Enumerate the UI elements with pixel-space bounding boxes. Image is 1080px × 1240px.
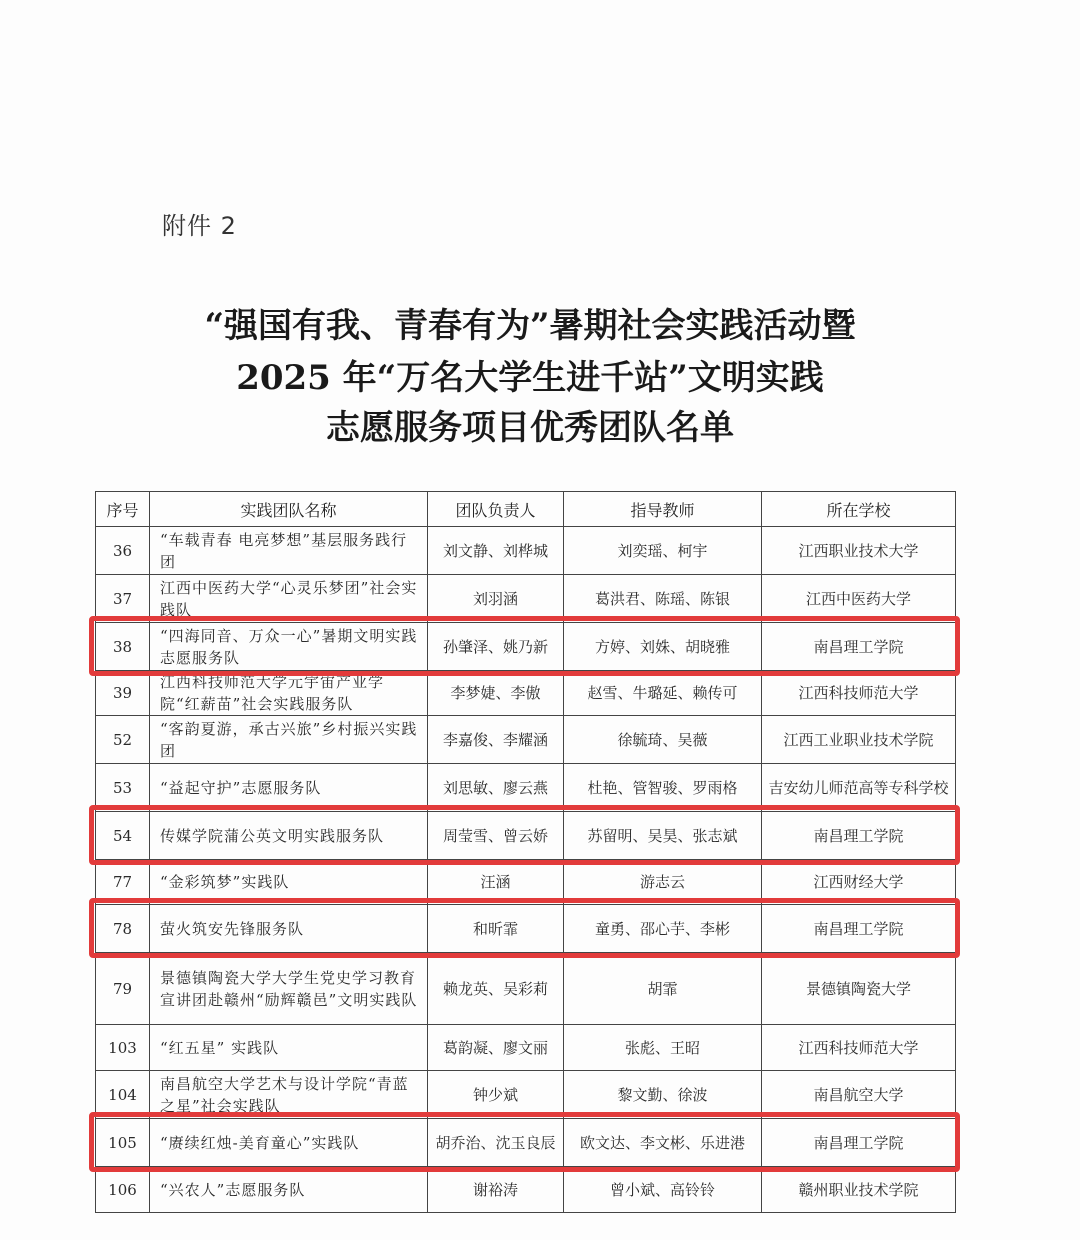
header-teacher: 指导教师 [564, 492, 762, 527]
row-no: 54 [96, 812, 150, 860]
row-school: 江西财经大学 [762, 860, 956, 905]
row-school: 江西职业技术大学 [762, 527, 956, 575]
row-teacher: 方婷、刘姝、胡晓雅 [564, 623, 762, 671]
row-teacher: 曾小斌、高铃铃 [564, 1167, 762, 1213]
row-team-name: “四海同音、万众一心”暑期文明实践志愿服务队 [150, 623, 428, 671]
row-team-name: 江西中医药大学“心灵乐梦团”社会实践队 [150, 575, 428, 623]
title-line-1: “强国有我、青春有为”暑期社会实践活动暨 [204, 306, 856, 346]
row-leader: 钟少斌 [428, 1071, 564, 1119]
row-no: 78 [96, 905, 150, 953]
row-school: 江西科技师范大学 [762, 1025, 956, 1071]
row-team-name: “益起守护”志愿服务队 [150, 764, 428, 812]
row-school: 南昌航空大学 [762, 1071, 956, 1119]
row-team-name: “赓续红烛-美育童心”实践队 [150, 1119, 428, 1167]
attachment-label: 附件 2 [162, 212, 237, 240]
row-no: 79 [96, 953, 150, 1025]
row-no: 105 [96, 1119, 150, 1167]
row-no: 38 [96, 623, 150, 671]
row-teacher: 张彪、王昭 [564, 1025, 762, 1071]
row-team-name: 南昌航空大学艺术与设计学院“青蓝之星”社会实践队 [150, 1071, 428, 1119]
row-leader: 和昕霏 [428, 905, 564, 953]
row-leader: 周莹雪、曾云娇 [428, 812, 564, 860]
row-leader: 孙肇泽、姚乃新 [428, 623, 564, 671]
row-team-name: 萤火筑安先锋服务队 [150, 905, 428, 953]
row-leader: 刘羽涵 [428, 575, 564, 623]
row-team-name: “金彩筑梦”实践队 [150, 860, 428, 905]
table-row [96, 623, 956, 671]
table-row [96, 953, 956, 1025]
table-row [96, 1071, 956, 1119]
row-teacher: 葛洪君、陈瑶、陈银 [564, 575, 762, 623]
row-school: 南昌理工学院 [762, 812, 956, 860]
row-teacher: 刘奕瑶、柯宇 [564, 527, 762, 575]
row-leader: 赖龙英、吴彩莉 [428, 953, 564, 1025]
row-school: 南昌理工学院 [762, 1119, 956, 1167]
table-row [96, 671, 956, 716]
row-leader: 李嘉俊、李耀涵 [428, 716, 564, 764]
row-team-name: “客韵夏游，承古兴旅”乡村振兴实践团 [150, 716, 428, 764]
row-leader: 刘思敏、廖云燕 [428, 764, 564, 812]
row-teacher: 游志云 [564, 860, 762, 905]
row-no: 53 [96, 764, 150, 812]
row-no: 77 [96, 860, 150, 905]
row-no: 39 [96, 671, 150, 716]
row-team-name: “红五星” 实践队 [150, 1025, 428, 1071]
table-row [96, 860, 956, 905]
row-leader: 胡乔治、沈玉良辰 [428, 1119, 564, 1167]
row-teacher: 赵雪、牛璐延、赖传可 [564, 671, 762, 716]
row-school: 江西科技师范大学 [762, 671, 956, 716]
row-teacher: 徐毓琦、吴薇 [564, 716, 762, 764]
header-school: 所在学校 [762, 492, 956, 527]
title-line-3: 志愿服务项目优秀团队名单 [326, 408, 734, 448]
row-teacher: 欧文达、李文彬、乐进港 [564, 1119, 762, 1167]
table-row [96, 1025, 956, 1071]
table-row [96, 764, 956, 812]
row-no: 36 [96, 527, 150, 575]
row-leader: 谢裕涛 [428, 1167, 564, 1213]
table-row [96, 905, 956, 953]
row-school: 南昌理工学院 [762, 905, 956, 953]
row-teacher: 童勇、邵心芋、李彬 [564, 905, 762, 953]
row-teacher: 杜艳、管智骏、罗雨格 [564, 764, 762, 812]
row-no: 104 [96, 1071, 150, 1119]
row-school: 景德镇陶瓷大学 [762, 953, 956, 1025]
row-school: 赣州职业技术学院 [762, 1167, 956, 1213]
row-leader: 李梦婕、李傲 [428, 671, 564, 716]
table-row [96, 1167, 956, 1213]
row-school: 江西中医药大学 [762, 575, 956, 623]
row-school: 南昌理工学院 [762, 623, 956, 671]
title-line-2: 2025 年“万名大学生进千站”文明实践 [236, 358, 824, 398]
team-roster-table [95, 491, 956, 1213]
row-leader: 汪涵 [428, 860, 564, 905]
row-leader: 葛韵凝、廖文丽 [428, 1025, 564, 1071]
row-teacher: 胡霏 [564, 953, 762, 1025]
table-row [96, 1119, 956, 1167]
table-row [96, 575, 956, 623]
header-team-name: 实践团队名称 [150, 492, 428, 527]
row-team-name: “车载青春 电亮梦想”基层服务践行团 [150, 527, 428, 575]
row-no: 52 [96, 716, 150, 764]
row-teacher: 黎文勤、徐波 [564, 1071, 762, 1119]
row-teacher: 苏留明、吴昊、张志斌 [564, 812, 762, 860]
table-row [96, 716, 956, 764]
table-row [96, 527, 956, 575]
row-no: 106 [96, 1167, 150, 1213]
row-school: 江西工业职业技术学院 [762, 716, 956, 764]
table-header-row [96, 492, 956, 527]
row-team-name: “兴农人”志愿服务队 [150, 1167, 428, 1213]
row-school: 吉安幼儿师范高等专科学校 [762, 764, 956, 812]
header-no: 序号 [96, 492, 150, 527]
row-no: 103 [96, 1025, 150, 1071]
header-leader: 团队负责人 [428, 492, 564, 527]
row-team-name: 景德镇陶瓷大学大学生党史学习教育宣讲团赴赣州“励辉赣邑”文明实践队 [150, 953, 428, 1025]
row-leader: 刘文静、刘桦城 [428, 527, 564, 575]
row-team-name: 传媒学院蒲公英文明实践服务队 [150, 812, 428, 860]
row-no: 37 [96, 575, 150, 623]
table-row [96, 812, 956, 860]
row-team-name: 江西科技师范大学元宇宙产业学院“红薪苗”社会实践服务队 [150, 671, 428, 716]
